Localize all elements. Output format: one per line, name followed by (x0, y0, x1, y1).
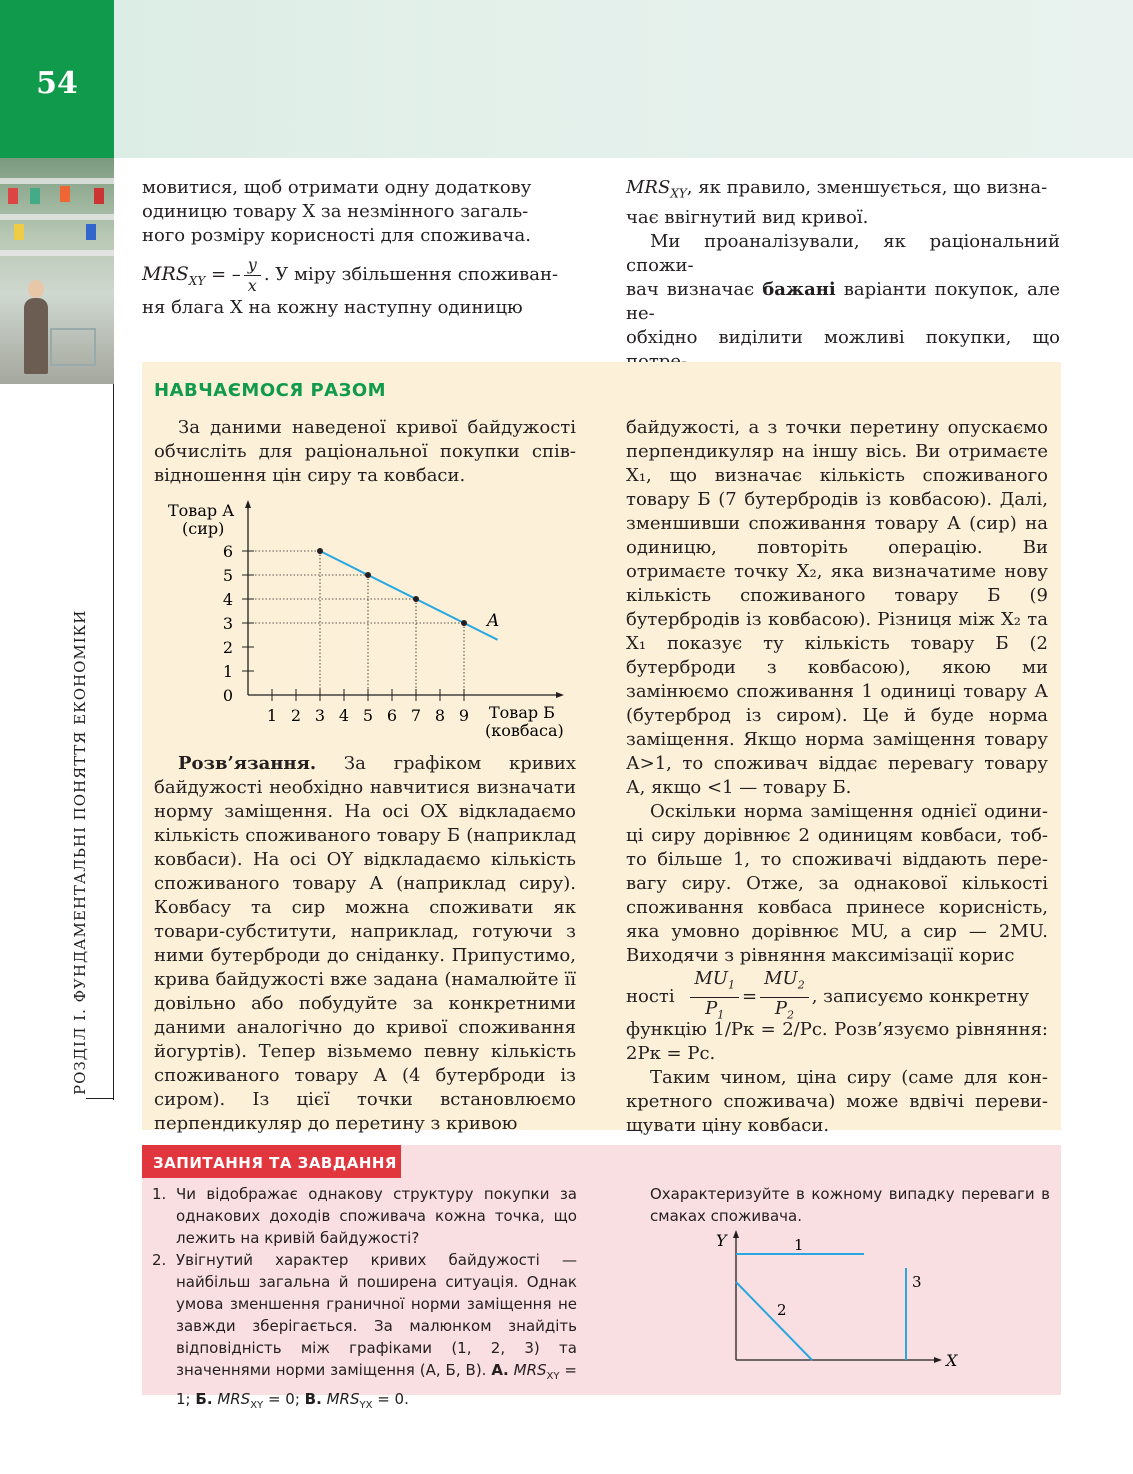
x-tick-label: 1 (266, 706, 278, 725)
curve-point (365, 572, 371, 578)
x-tick-label: 6 (386, 706, 398, 725)
y-tick-label: 4 (222, 590, 234, 609)
learn-task: За даними наведеної кривої байдужості обчисліть для раціональної покупки співвідношення цін сиру та ковбаси. (154, 417, 576, 486)
learn-together-title: НАВЧАЄМОСЯ РАЗОМ (154, 380, 387, 401)
mini-line-3-label: 3 (912, 1273, 922, 1291)
x-tick-label: 8 (434, 706, 446, 725)
x-axis-arrow (556, 692, 564, 698)
y-axis-label-unit: (сир) (182, 519, 225, 538)
question-right-text: Охарактеризуйте в кожному випадку переваги в смаках споживача. (650, 1185, 1050, 1225)
x-axis-label: Товар Б (489, 703, 555, 722)
answer-b: Б. $MRS_{XY} = 0$; (195, 1390, 300, 1411)
question-2: 2. Увігнутий характер кривих байдужості — найбільш загальна й поширена ситуація. Однак умова зменшення граничної норми заміщення не завжди зберігається. За малюнком знайдіть відповідність між графіками (1, 2, 3) та значеннями норми заміщення (А, Б, В). А. $MRS_{XY} = 1$; Б. $MRS_{XY} = 0$; В. $MRS_{YX} = 0$. (152, 1251, 577, 1411)
x-axis-label-unit: (ковбаса) (485, 721, 564, 740)
x-tick-label: 9 (458, 706, 470, 725)
questions-list (152, 1183, 577, 1417)
indifference-curve (320, 551, 498, 640)
mini-y-label: Y (716, 1231, 727, 1250)
x-tick-label: 2 (290, 706, 302, 725)
curve-point (413, 596, 419, 602)
y-axis-label: Товар А (168, 501, 235, 520)
margin-rule (113, 384, 114, 1100)
x-tick-label: 4 (338, 706, 350, 725)
y-tick-label: 5 (222, 566, 234, 585)
mini-x-label: X (946, 1351, 958, 1370)
x-tick-label: 3 (314, 706, 326, 725)
x-tick-label: 7 (410, 706, 422, 725)
learn-solution: Розв’язання. За графіком кривих байдужості необхідно навчитися визначати норму заміщення. На осі OX відкладаємо кількість споживаного товару Б (наприклад ковбаси). На осі OY відкладаємо кількість споживаного товару А (наприклад сиру). Ковбасу та сир можна споживати як товари-субститути, наприклад, готуючи з ними бутерброди до сніданку. Припустимо, крива байдужості вже задана (намалюйте її довільно або побудуйте за конкретними даними аналогічно до кривої споживання йогуртів). Тепер візьмемо певну кількість споживаного товару А (4 бутерброди із сиром). Із цієї точки встановлюємо перпендикуляр до перетину з кривою (154, 753, 576, 1134)
mini-line-2-label: 2 (777, 1301, 787, 1319)
mini-line-2 (736, 1282, 812, 1360)
curve-point (317, 548, 323, 554)
y-tick-label: 2 (222, 638, 234, 657)
page-tab (0, 0, 114, 158)
y-tick-label: 6 (222, 542, 234, 561)
page-number: 54 (36, 66, 78, 101)
curve-label: A (487, 611, 500, 631)
answer-c: В. $MRS_{YX} = 0$. (304, 1390, 409, 1411)
y-tick-label: 0 (222, 686, 234, 705)
y-tick-label: 3 (222, 614, 234, 633)
supermarket-photo (0, 158, 114, 384)
mini-line-1-label: 1 (794, 1236, 804, 1254)
x-tick-label: 5 (362, 706, 374, 725)
questions-title: ЗАПИТАННЯ ТА ЗАВДАННЯ (142, 1145, 401, 1178)
curve-point (461, 620, 467, 626)
utility-formula: ності $\frac{MU_1}{P_1}$ = $\frac{MU_2}{P_2}$ , записуємо конкретну (626, 968, 1030, 1022)
learn-right-column: байдужості, а з точки перетину опускаємо перпендикуляр на іншу вісь. Ви отримаєте X₁, що визначає кількість споживаного товару Б (7 бутербродів із ковбасою). Далі, зменшивши споживання товару А (сир) на одиницю, повторіть операцію. Ви отримаєте точку X₂, яка визначатиме нову кількість споживаного товару Б (9 бутербродів із ковбасою). Різниця між X₂ та X₁ показує ту кількість товару Б (2 бутерброди з ковбасою), якою ми замінюємо споживання 1 одиниці товару А (бутерброд із сиром). Це й буде норма заміщення. Якщо норма заміщення товару А>1, то споживач віддає перевагу товару А, якщо <1 — товару Б. Оскільки норма заміщення однієї одиниці сиру дорівнює 2 одиницям ковбаси, тобто більше 1, то споживачі віддають перевагу сиру. Отже, за однакової кількості споживання ковбаса принесе корисність, яка умовно дорівнює MU, а сир — 2MU. Виходячи з рівняння максимізації корис ності $\frac{MU_1}{P_1}$ = $\frac{MU_2}{P_2}$ , записуємо конкретну функцію 1/Pк = 2/Pс. Розв’язуємо рівняння: 2Pк = Pс. Таким чином, ціна сиру (саме для конкретного споживача) може вдвічі перевищувати ціну ковбаси. (626, 417, 1048, 1136)
question-1: 1. Чи відображає однакову структуру покупки за однакових доходів споживача кожна точка, що лежить на кривій байдужості? (152, 1185, 577, 1247)
preference-mini-chart (706, 1226, 976, 1376)
y-axis-arrow (245, 500, 251, 508)
intro-right-column: $MRS_{XY}$, як правило, зменшується, що визна- чає ввігнутий вид кривої. Ми проаналізували, як раціональний спожи- вач визначає бажані варіанти покупок, але не- обхідно виділити можливі покупки, що (626, 177, 1060, 348)
section-title-vertical: РОЗДІЛ І. ФУНДАМЕНТАЛЬНІ ПОНЯТТЯ ЕКОНОМІКИ (71, 609, 89, 1095)
mrs-formula: $MRS_{XY}$ = – $\frac{y}{x}$ . У міру збільшення споживан- (142, 254, 559, 295)
indifference-curve-chart (154, 492, 584, 752)
y-tick-label: 1 (222, 662, 234, 681)
header-band (0, 0, 1133, 158)
answer-a: А. $MRS_{XY} = 1$; (176, 1361, 577, 1408)
intro-left-column: мовитися, щоб отримати одну додаткову одиницю товару X за незмінного загаль- ного розміру корисності для споживача. $MRS_{XY}$ = – $\frac{y}{x}$ . У міру збільшення споживан- ня блага X на кожну наступну одиницю (142, 176, 576, 320)
